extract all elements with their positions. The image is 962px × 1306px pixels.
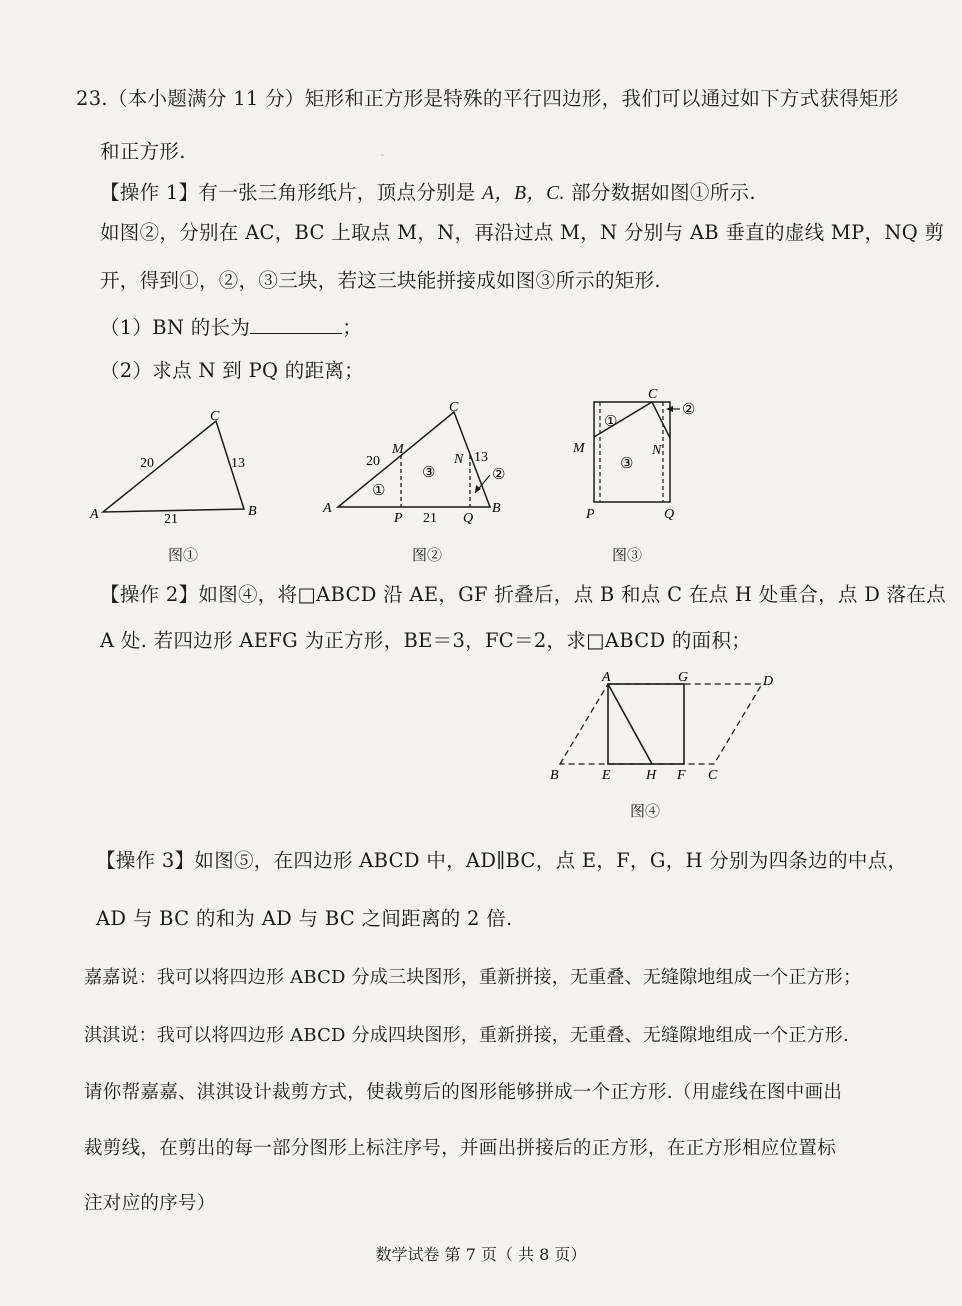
label-p: P [586, 507, 595, 522]
figure-3-rectangle [570, 382, 710, 527]
op1-line2: 如图②，分别在 AC，BC 上取点 M，N，再沿过点 M，N 分别与 AB 垂直的虚线 MP，NQ 剪 [100, 221, 945, 244]
question-number: 23. [76, 87, 108, 110]
figure-2-cut-triangle [318, 395, 518, 535]
label-b: B [492, 501, 501, 516]
label-h: H [646, 768, 657, 783]
op1-line3: 开，得到①，②，③三块，若这三块能拼接成如图③所示的矩形. [100, 269, 661, 292]
answer-blank[interactable] [250, 315, 342, 334]
len-bc: 13 [231, 456, 245, 471]
label-n: N [454, 452, 464, 467]
len-bc: 13 [474, 450, 488, 465]
edge-cn [652, 402, 670, 438]
qiqi-statement: 淇淇说：我可以将四边形 ABCD 分成四块图形，重新拼接，无重叠、无缝隙地组成一个正方形. [84, 1025, 849, 1046]
task-line1: 请你帮嘉嘉、淇淇设计裁剪方式，使裁剪后的图形能够拼成一个正方形.（用虚线在图中画出 [84, 1082, 843, 1103]
label-b: B [248, 504, 257, 519]
edge-mc [594, 402, 652, 437]
region-3: ③ [422, 465, 436, 481]
question-score: （本小题满分 11 分） [107, 87, 305, 110]
op1-text-end: 部分数据如图①所示. [564, 181, 756, 204]
label-m: M [392, 442, 404, 457]
figure-4-parallelogram [540, 668, 790, 788]
task-line2: 裁剪线，在剪出的每一部分图形上标注序号，并画出拼接后的正方形，在正方形相应位置标 [84, 1138, 837, 1159]
caption-fig2: 图② [412, 546, 443, 564]
label-e: E [602, 768, 611, 783]
region-1: ① [604, 414, 618, 430]
sub1-prefix: （1）BN 的长为 [100, 316, 251, 339]
label-q: Q [463, 511, 474, 526]
label-f: F [677, 768, 686, 783]
region-2: ② [682, 402, 696, 418]
op3-line2: AD 与 BC 的和为 AD 与 BC 之间距离的 2 倍. [96, 907, 513, 930]
parallelogram-abcd [560, 684, 762, 764]
bleed-through-text: · [380, 146, 385, 164]
caption-fig3: 图③ [612, 546, 643, 564]
label-q: Q [664, 507, 675, 522]
question-intro-2: 和正方形. [100, 140, 186, 163]
len-ac: 20 [140, 456, 154, 471]
label-d: D [763, 674, 774, 689]
task-line3: 注对应的序号） [84, 1193, 216, 1214]
label-c: C [210, 409, 220, 424]
op1-text-1: 有一张三角形纸片，顶点分别是 [198, 181, 483, 204]
segment-ah [608, 684, 652, 764]
sub-question-1 [100, 315, 362, 341]
caption-fig1: 图① [168, 546, 199, 564]
triangle-abc [338, 412, 490, 507]
label-c: C [648, 387, 658, 402]
op1-vars: A，B，C. [482, 183, 565, 204]
op1-line1 [100, 180, 756, 207]
len-pq: 21 [423, 511, 437, 526]
op2-line2: A 处. 若四边形 AEFG 为正方形，BE＝3，FC＝2，求□ABCD 的面积； [100, 629, 752, 652]
label-g: G [678, 670, 689, 685]
label-m: M [573, 441, 585, 456]
question-intro-1: 矩形和正方形是特殊的平行四边形，我们可以通过如下方式获得矩形 [304, 87, 899, 110]
op3-line1: 【操作 3】如图⑤，在四边形 ABCD 中，AD∥BC，点 E，F，G，H 分别为四条边的中点， [96, 849, 908, 872]
caption-fig4: 图④ [630, 802, 661, 820]
sub1-suffix: ； [342, 316, 363, 339]
label-c: C [708, 768, 718, 783]
label-p: P [394, 511, 403, 526]
region-2: ② [492, 467, 506, 483]
figure-1-triangle [88, 405, 273, 535]
op2-line1: 【操作 2】如图④，将□ABCD 沿 AE，GF 折叠后，点 B 和点 C 在点 H 处重合，点 D 落在点 [100, 583, 947, 606]
len-ac: 20 [366, 454, 380, 469]
label-a: A [602, 670, 611, 685]
triangle-abc [103, 421, 244, 512]
label-c: C [449, 400, 459, 415]
len-ab: 21 [164, 512, 178, 527]
op1-tag: 【操作 1】 [100, 181, 199, 204]
region-3: ③ [620, 456, 634, 472]
page-footer: 数学试卷 第 7 页（ 共 8 页） [375, 1245, 587, 1264]
region-1: ① [372, 483, 386, 499]
label-b: B [550, 768, 559, 783]
label-a: A [90, 507, 99, 522]
jiajia-statement: 嘉嘉说：我可以将四边形 ABCD 分成三块图形，重新拼接，无重叠、无缝隙地组成一个正方形； [84, 967, 862, 988]
question-header [76, 86, 899, 112]
sub-question-2: （2）求点 N 到 PQ 的距离； [100, 359, 364, 382]
label-n: N [652, 443, 662, 458]
label-a: A [323, 501, 332, 516]
